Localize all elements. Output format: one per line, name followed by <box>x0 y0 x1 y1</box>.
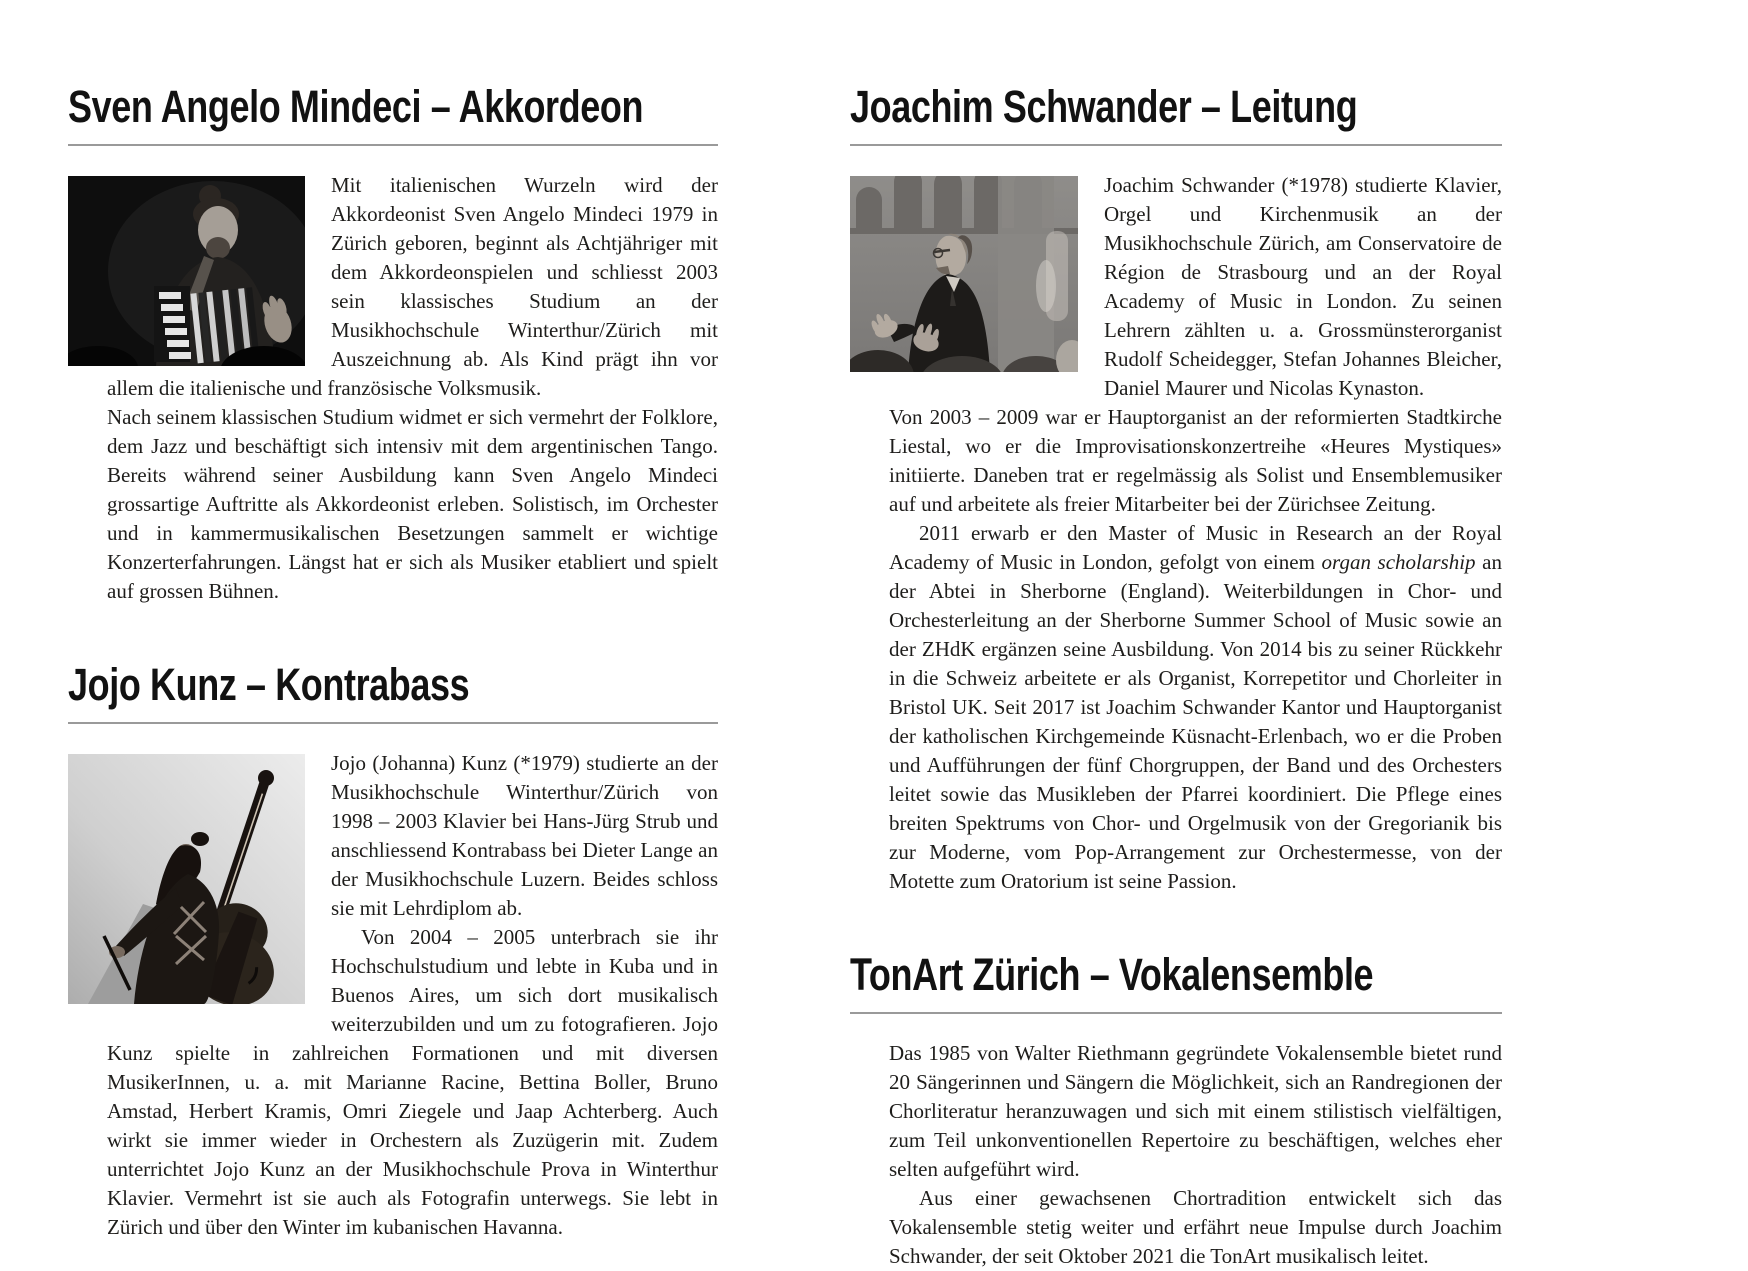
heading-schwander <box>850 81 1502 132</box>
paragraph: Jojo (Johanna) Kunz (*1979) studierte an der Musikhochschule Winterthur/Zürich von 1998 – 2003 Klavier bei Hans-Jürg Strub und anschliessend Kontrabass bei Dieter Lange an der Musikhochschule Luzern. Beides schloss sie mit Lehrdiplom ab. <box>331 750 718 920</box>
paragraph-text: 2011 erwarb er den Master of Music in Research an der Royal Academy of Music in London, gefolgt von einem <box>889 520 1502 574</box>
double-bass-player-photo <box>68 754 305 1004</box>
heading-tonart <box>850 948 1502 1000</box>
paragraph: Mit italienischen Wurzeln wird der Akkordeonist Sven Angelo Mindeci 1979 in Zürich geboren, beginnt als Achtjähriger mit dem Akkordeonspielen und schliesst 2003 sein klassisches Studium an der Musikhochschule Winterthur/Zürich mit Auszeichnung ab. Als Kind prägt ihn vor allem die italienische und französische Volksmusik. <box>107 172 718 400</box>
accordion-player-photo <box>68 176 305 366</box>
paragraph <box>889 519 1502 896</box>
heading-mindeci-text: Sven Angelo Mindeci – Akkordeon <box>68 81 644 132</box>
paragraph: Das 1985 von Walter Riethmann gegründete Vokalensemble bietet rund 20 Sängerinnen und Sängern die Möglichkeit, sich an Randregionen der Chorliteratur heranzuwagen und sich mit einem stilistisch vielfältigen, zum Teil unkonventionellen Repertoire zu beschäftigen, welches eher selten aufgeführt wird. <box>889 1040 1502 1181</box>
section-tonart <box>850 948 1502 1271</box>
paragraph: Nach seinem klassischen Studium widmet er sich vermehrt der Folklore, dem Jazz und beschäftigt sich intensiv mit dem argentinischen Tango. Bereits während seiner Ausbildung kann Sven Angelo Mindeci grossartige Auftritte als Akkordeonist erleben. Solistisch, im Orchester und in kammermusikalischen Besetzungen sammelt er wichtige Konzerterfahrungen. Längst hat er sich als Musiker etabliert und spielt auf grossen Bühnen. <box>107 404 718 603</box>
paragraph: Joachim Schwander (*1978) studierte Klavier, Orgel und Kirchenmusik an der Musikhochschule Zürich, am Conservatoire de Région de Strasbourg und an der Royal Academy of Music in London. Zu seinen Lehrern zählten u. a. Grossmünsterorganist Rudolf Scheidegger, Stefan Johannes Bleicher, Daniel Maurer und Nicolas Kynaston. <box>1104 172 1502 400</box>
italic-phrase: organ scholarship <box>1321 549 1476 574</box>
heading-schwander-text: Joachim Schwander – Leitung <box>850 81 1358 132</box>
right-column <box>850 81 1502 1271</box>
bio-body-schwander <box>889 171 1502 896</box>
bio-body-kunz <box>107 749 718 1242</box>
heading-mindeci <box>68 81 718 132</box>
heading-rule <box>68 144 718 146</box>
heading-rule <box>850 144 1502 146</box>
heading-kunz <box>68 658 718 710</box>
conductor-photo <box>850 176 1078 372</box>
paragraph-text: an der Abtei in Sherborne (England). Weiterbildungen in Chor- und Orchesterleitung an der Sherborne Summer School of Music sowie an der ZHdK ergänzen seine Ausbildung. Von 2014 bis zu seiner Rückkehr in die Schweiz arbeitete er als Organist, Korrepetitor und Chorleiter in Bristol UK. Seit 2017 ist Joachim Schwander Kantor und Hauptorganist der katholischen Kirchgemeinde Küsnacht-Erlenbach, wo er die Proben und Aufführungen der fünf Chorgruppen, der Band und des Orchesters leitet sowie das Musikleben der Pfarrei koordiniert. Die Pflege eines breiten Spektrums von Chor- und Orgelmusik von der Gregorianik bis zur Moderne, vom Pop-Arrangement zur Orchestermesse, von der Motette zum Oratorium ist seine Passion. <box>889 549 1502 893</box>
left-column <box>68 81 718 1242</box>
paragraph: Von 2004 – 2005 unterbrach sie ihr Hochschulstudium und lebte in Kuba und in Buenos Aires, um sich dort musikalisch weiterzubilden und um zu fotografieren. Jojo Kunz spielte in zahlreichen Formationen und mit diversen MusikerInnen, u. a. mit Marianne Racine, Bettina Boller, Bruno Amstad, Herbert Kramis, Omri Ziegele und Jaap Achterberg. Auch wirkt sie immer wieder in Orchestern als Zuzügerin mit. Zudem unterrichtet Jojo Kunz an der Musikhochschule Prova in Winterthur Klavier. Vermehrt ist sie auch als Fotografin unterwegs. Sie lebt in Zürich und über den Winter im kubanischen Havanna. <box>107 924 718 1239</box>
section-kunz <box>68 658 718 1242</box>
section-mindeci <box>68 81 718 606</box>
bio-body-tonart <box>889 1039 1502 1271</box>
section-schwander <box>850 81 1502 896</box>
paragraph: Aus einer gewachsenen Chortradition entwickelt sich das Vokalensemble stetig weiter und erfährt neue Impulse durch Joachim Schwander, der seit Oktober 2021 die TonArt musikalisch leitet. <box>889 1185 1502 1268</box>
paragraph: Von 2003 – 2009 war er Hauptorganist an der reformierten Stadtkirche Liestal, wo er die Improvisationskonzertreihe «Heures Mystiques» initiierte. Daneben trat er regelmässig als Solist und Ensemblemusiker auf und arbeitete als freier Mitarbeiter bei der Zürichsee Zeitung. <box>889 404 1502 516</box>
heading-kunz-text: Jojo Kunz – Kontrabass <box>68 658 470 710</box>
heading-tonart-text: TonArt Zürich – Vokalensemble <box>850 948 1374 1000</box>
bio-body-mindeci <box>107 171 718 606</box>
heading-rule <box>850 1012 1502 1014</box>
heading-rule <box>68 722 718 724</box>
